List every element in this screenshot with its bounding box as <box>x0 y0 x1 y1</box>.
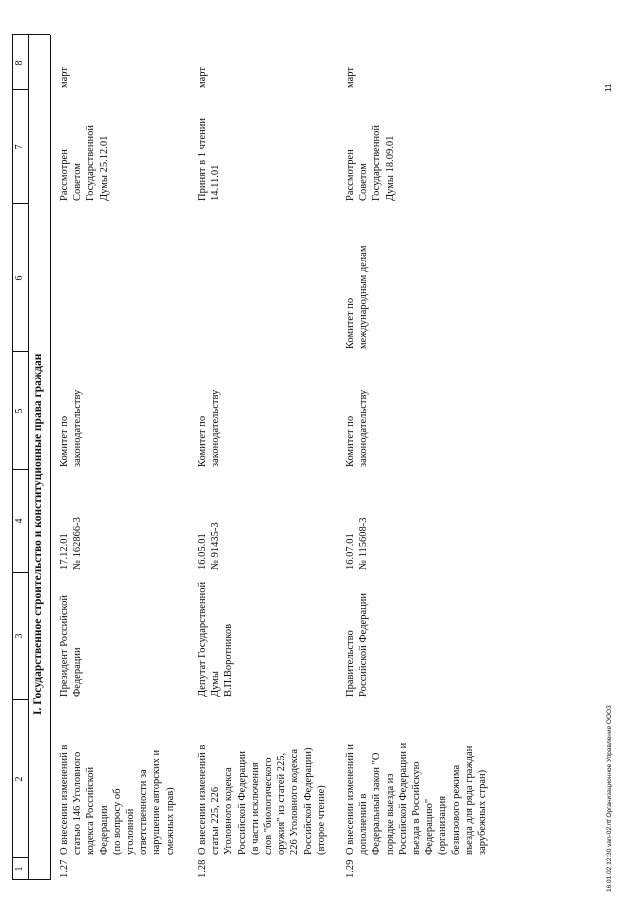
planned-month: март <box>345 67 356 88</box>
column-header: 2 <box>14 776 25 782</box>
column-divider <box>12 203 28 204</box>
table-right-border <box>12 34 50 35</box>
column-header: 8 <box>14 60 25 66</box>
column-header: 6 <box>14 275 25 281</box>
bill-title: О внесении изменений в статьи 225, 226 Уголовного кодекса Российской Федерации (в части исключения слов "биологического оружия" из статей 225, 226 Уголовного кодекса Российской Федерации) (второе чтение) <box>197 744 327 855</box>
registration: 16.05.01 № 91435-3 <box>197 522 222 570</box>
bill-author: Правительство Российской Федерации <box>345 593 370 697</box>
bill-title: О внесении изменений и дополнений в Федеральный закон "О порядке выезда из Российской Федерации и въезда в Российскую Федерацию" (организация безвизового режима въезда для ряда граждан зарубежных стран) <box>345 742 489 855</box>
registration: 16.07.01 № 115608-3 <box>345 517 370 570</box>
bill-status: Рассмотрен Советом Государственной Думы 18.09.01 <box>345 125 396 201</box>
document-footer: 16.01.02 12:30 van-02.rtf Организационное Управление ООО3 <box>606 705 613 892</box>
column-divider <box>12 857 28 858</box>
column-divider <box>12 469 28 470</box>
column-header: 7 <box>14 144 25 150</box>
responsible-committee: Комитет по законодательству <box>59 389 84 467</box>
row-number: 1.29 <box>345 859 356 878</box>
page-number: 11 <box>604 83 613 92</box>
planned-month: март <box>59 67 70 88</box>
column-divider <box>12 89 28 90</box>
column-divider <box>12 572 28 573</box>
responsible-committee: Комитет по законодательству <box>197 389 222 467</box>
section-bottom-border <box>50 35 51 880</box>
column-header: 1 <box>14 866 25 872</box>
bill-status: Принят в 1 чтении 14.11.01 <box>197 118 222 201</box>
bill-title: О внесении изменений в статью 146 Уголовного кодекса Российской Федерации (по вопросу об уголовной ответственности за нарушение авторских и смежных прав) <box>59 744 176 855</box>
column-divider <box>12 351 28 352</box>
column-header: 5 <box>14 408 25 414</box>
column-divider <box>12 699 28 700</box>
planned-month: март <box>197 67 208 88</box>
column-header: 4 <box>14 518 25 524</box>
table-left-border <box>12 879 50 880</box>
column-header: 3 <box>14 633 25 639</box>
bill-status: Рассмотрен Советом Государственной Думы 25.12.01 <box>59 125 110 201</box>
responsible-committee: Комитет по законодательству <box>345 389 370 467</box>
row-number: 1.27 <box>59 859 70 878</box>
header-bottom-border <box>28 35 29 880</box>
bill-author: Депутат Государственной Думы В.П.Воротников <box>197 581 235 697</box>
bill-author: Президент Российской Федерации <box>59 595 84 697</box>
co-committee: Комитет по международным делам <box>345 245 370 349</box>
table-top-border <box>12 35 13 880</box>
registration: 17.12.01 № 162866-3 <box>59 517 84 570</box>
row-number: 1.28 <box>197 859 208 878</box>
section-title: I. Государственное строительство и конституционные права граждан <box>32 353 44 715</box>
